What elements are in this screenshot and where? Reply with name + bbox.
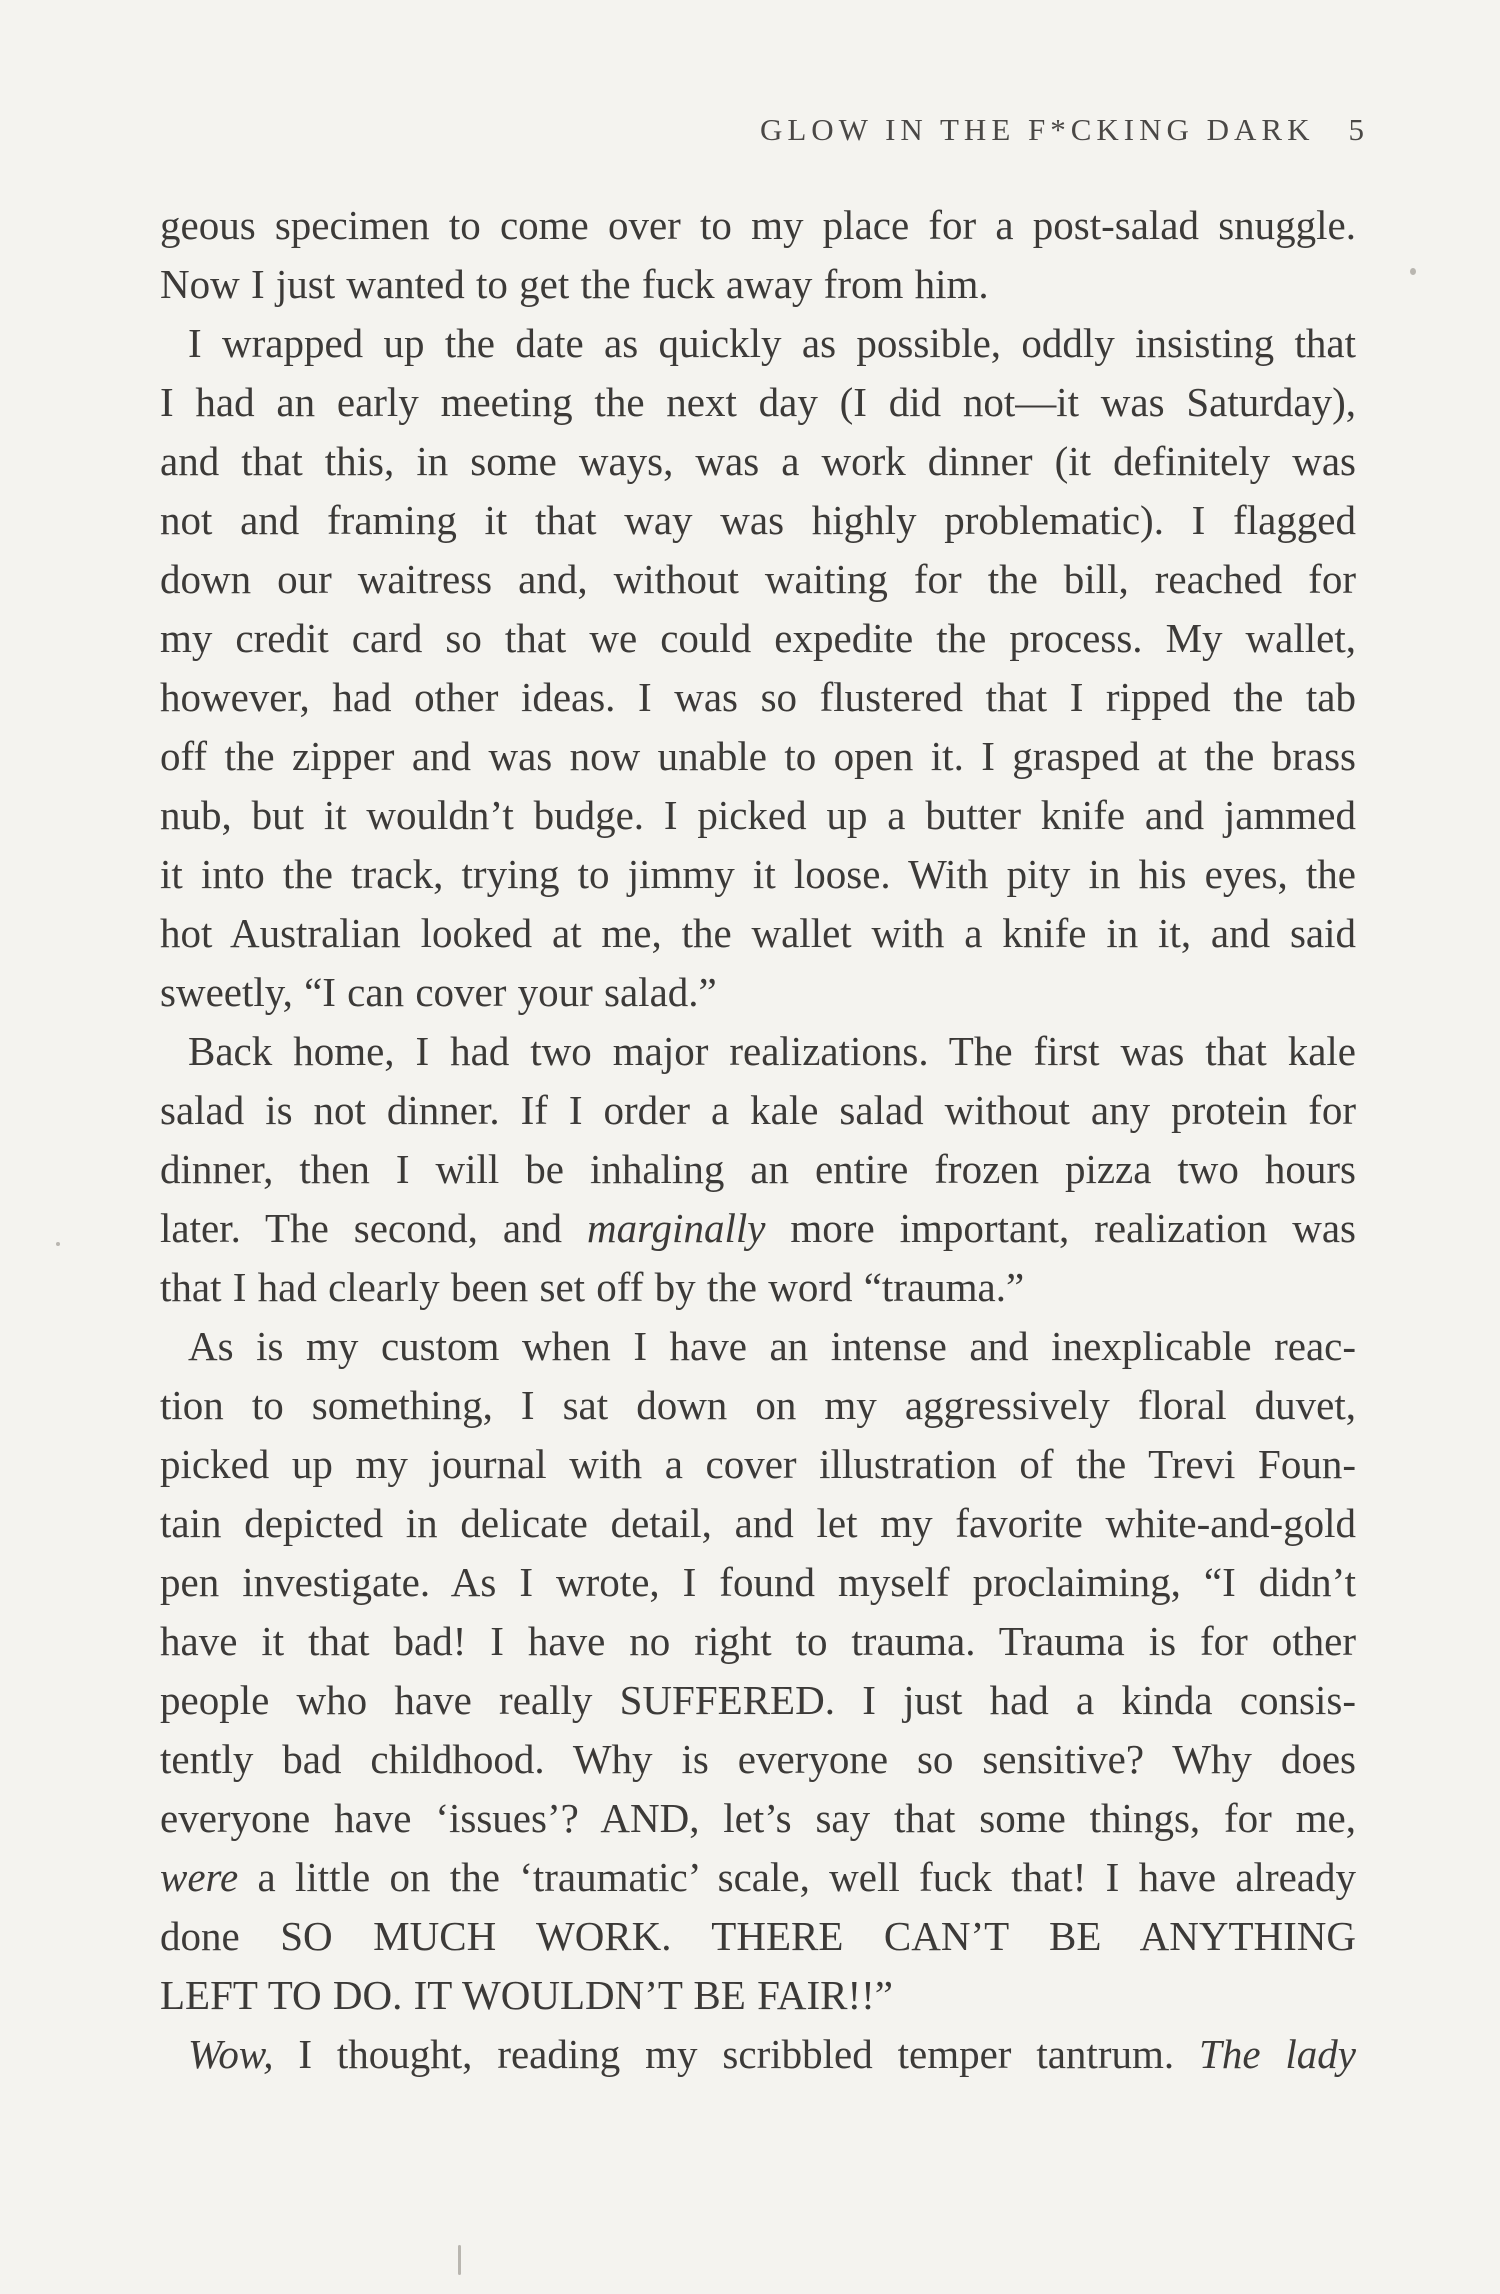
text-line: geous specimen to come over to my place for a post-salad snuggle. [160,202,1356,248]
running-title: GLOW IN THE F*CKING DARK [759,112,1315,147]
text-line: nub, but it wouldn’t budge. I picked up a butter knife and jammed [160,792,1356,838]
paper-speck [458,2245,461,2275]
text-line: have it that bad! I have no right to trauma. Trauma is for other [160,1618,1356,1664]
text-line: tion to something, I sat down on my aggressively floral duvet, [160,1382,1356,1428]
text-line: done SO MUCH WORK. THERE CAN’T BE ANYTHING [160,1913,1356,1959]
text-line: however, had other ideas. I was so flustered that I ripped the tab [160,674,1356,720]
page-number: 5 [1348,112,1364,147]
paper-speck [1410,268,1416,275]
body-text [160,196,1356,2084]
text-line: tently bad childhood. Why is everyone so sensitive? Why does [160,1736,1356,1782]
text-line: I wrapped up the date as quickly as possible, oddly insisting that [188,320,1356,366]
text-line: picked up my journal with a cover illustration of the Trevi Foun- [160,1441,1356,1487]
text-line-with-italic: Wow, I thought, reading my scribbled temper tantrum. The lady [188,2031,1356,2077]
text-line: not and framing it that way was highly problematic). I flagged [160,497,1356,543]
text-line: Now I just wanted to get the fuck away from him. [160,261,989,307]
text-line: it into the track, trying to jimmy it loose. With pity in his eyes, the [160,851,1356,897]
text-line: As is my custom when I have an intense and inexplicable reac- [188,1323,1356,1369]
text-line: that I had clearly been set off by the word “trauma.” [160,1264,1025,1310]
text-line: pen investigate. As I wrote, I found myself proclaiming, “I didn’t [160,1559,1356,1605]
text-line: my credit card so that we could expedite the process. My wallet, [160,615,1356,661]
text-line: I had an early meeting the next day (I did not—it was Saturday), [160,379,1356,425]
text-line: tain depicted in delicate detail, and let my favorite white-and-gold [160,1500,1356,1546]
text-line: Back home, I had two major realizations. The first was that kale [188,1028,1356,1074]
text-line: everyone have ‘issues’? AND, let’s say that some things, for me, [160,1795,1356,1841]
paper-speck [56,1242,60,1246]
text-line: dinner, then I will be inhaling an entire frozen pizza two hours [160,1146,1356,1192]
text-line: down our waitress and, without waiting for the bill, reached for [160,556,1356,602]
running-head [760,112,1364,148]
text-line: people who have really SUFFERED. I just had a kinda consis- [160,1677,1356,1723]
text-line: and that this, in some ways, was a work dinner (it definitely was [160,438,1356,484]
text-line: off the zipper and was now unable to open it. I grasped at the brass [160,733,1356,779]
text-line-with-italic: were a little on the ‘traumatic’ scale, well fuck that! I have already [160,1854,1356,1900]
text-line: salad is not dinner. If I order a kale salad without any protein for [160,1087,1356,1133]
text-line: sweetly, “I can cover your salad.” [160,969,717,1015]
text-line-with-italic: later. The second, and marginally more important, realization was [160,1205,1356,1251]
text-line: LEFT TO DO. IT WOULDN’T BE FAIR!!” [160,1972,893,2018]
text-line: hot Australian looked at me, the wallet with a knife in it, and said [160,910,1356,956]
